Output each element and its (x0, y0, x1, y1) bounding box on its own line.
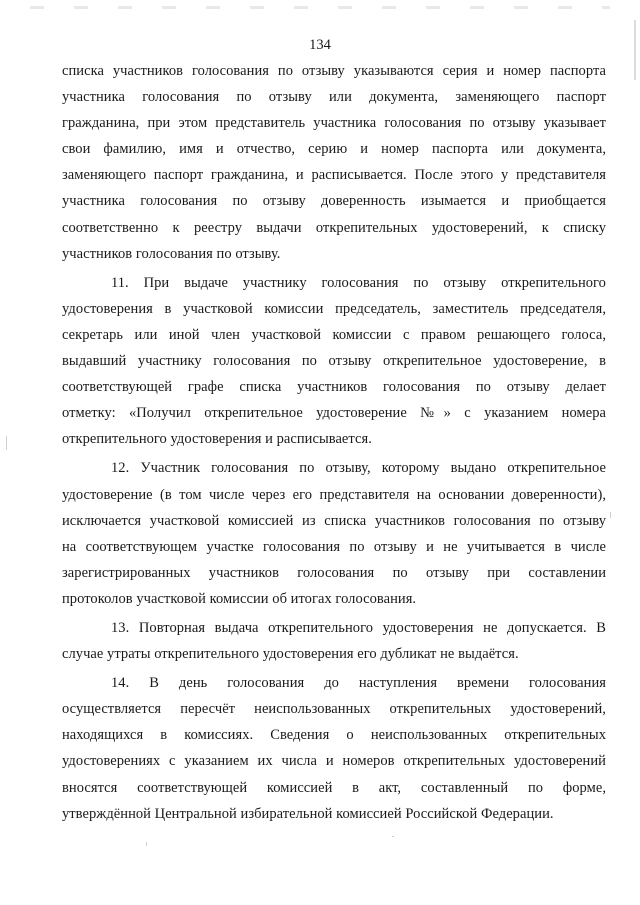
paragraph-11 (62, 270, 606, 453)
scan-artifact-left (6, 436, 7, 450)
scan-speck (392, 836, 394, 837)
page-number: 134 (309, 37, 331, 53)
text-line: удостоверение (в том числе через его представителя на основании доверенности), (62, 486, 606, 503)
paragraph-14 (62, 670, 606, 827)
text-line: случае утраты открепительного удостоверения его дубликат не выдаётся. (62, 646, 519, 663)
text-line: утверждённой Центральной избирательной комиссией Российской Федерации. (62, 805, 554, 822)
text-line: 13. Повторная выдача открепительного удостоверения не допускается. В (111, 619, 606, 636)
text-line: 12. Участник голосования по отзыву, которому выдано открепительное (111, 460, 606, 477)
scan-speck (610, 512, 611, 518)
text-line: отметку: «Получил открепительное удостоверение №» с указанием номера (62, 405, 606, 422)
text-line: гражданина, при этом представитель участника голосования по отзыву указывает (62, 115, 606, 132)
text-line: находящихся в комиссиях. Сведения о неиспользованных открепительных (62, 727, 606, 744)
text-line: 14. В день голосования до наступления времени голосования (111, 675, 606, 692)
paragraph-continuation (62, 58, 606, 267)
document-body (62, 58, 606, 827)
text-line: участника голосования по отзыву или документа, заменяющего паспорт (62, 89, 606, 106)
text-line: осуществляется пересчёт неиспользованных открепительных удостоверений, (62, 701, 606, 718)
scan-speck (146, 842, 147, 846)
text-line: на соответствующем участке голосования по отзыву и не учитывается в числе (62, 538, 606, 555)
text-line: исключается участковой комиссией из списка участников голосования по отзыву (62, 512, 606, 529)
text-line: списка участников голосования по отзыву указываются серия и номер паспорта (62, 63, 606, 79)
text-line: заменяющего паспорт гражданина, и расписывается. После этого у представителя (62, 167, 606, 184)
text-line: соответствующей графе списка участников голосования по отзыву делает (62, 379, 606, 396)
text-line: соответственно к реестру выдачи открепительных удостоверений, к списку (62, 219, 606, 236)
scan-artifact-top (30, 6, 610, 9)
text-line: открепительного удостоверения и расписывается. (62, 431, 372, 448)
text-line: выдавший участнику голосования по отзыву открепительное удостоверение, в (62, 353, 606, 370)
text-line: протоколов участковой комиссии об итогах голосования. (62, 590, 417, 607)
text-line: удостоверения в участковой комиссии председатель, заместитель председателя, (62, 300, 606, 317)
text-line: вносятся соответствующей комиссией в акт, составленный по форме, (62, 779, 606, 796)
text-line: зарегистрированных участников голосования по отзыву при составлении (62, 564, 606, 581)
text-line: свои фамилию, имя и отчество, серию и номер паспорта или документа, (62, 141, 606, 158)
paragraph-13 (62, 615, 606, 667)
text-line: секретарь или иной член участковой комиссии с правом решающего голоса, (62, 326, 606, 343)
paragraph-12 (62, 455, 606, 612)
text-line: удостоверениях с указанием их числа и номеров открепительных удостоверений (62, 753, 606, 770)
text-line: участника голосования по отзыву доверенность изымается и приобщается (62, 193, 606, 210)
text-line: 11. При выдаче участнику голосования по отзыву открепительного (111, 274, 606, 291)
text-line: участников голосования по отзыву. (62, 245, 281, 262)
